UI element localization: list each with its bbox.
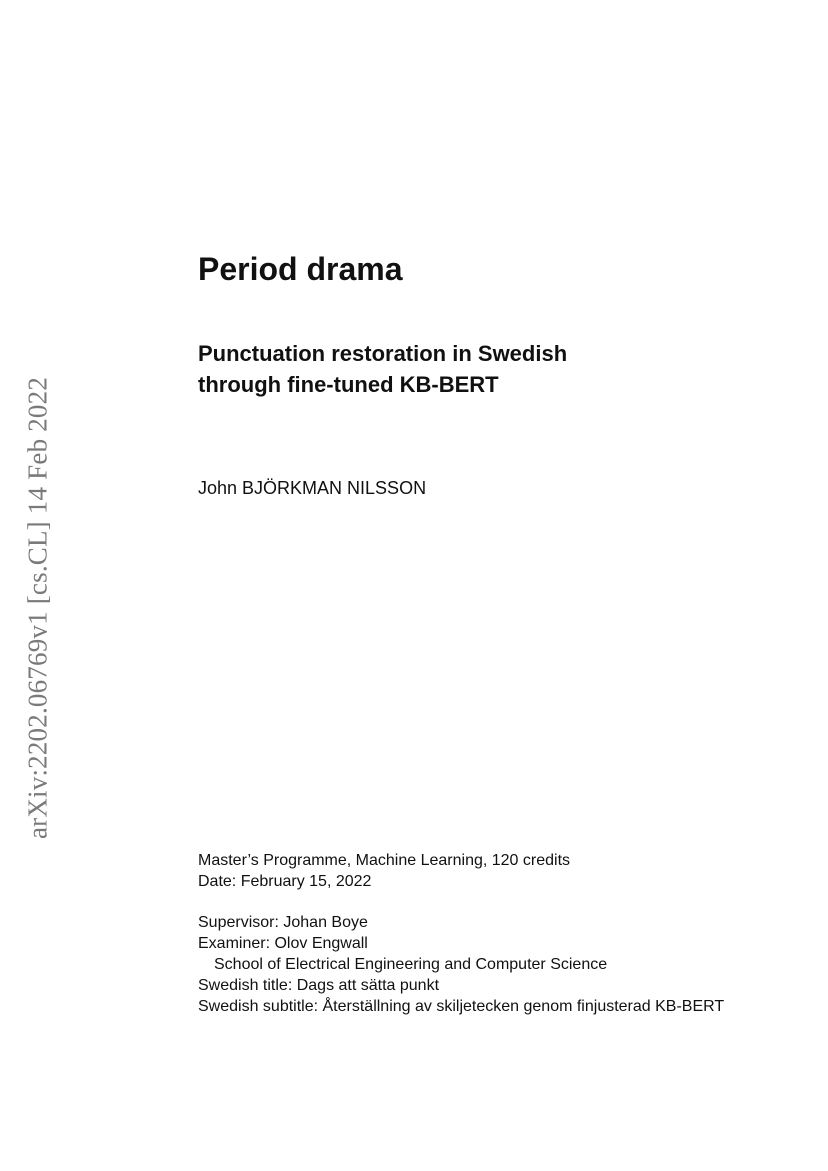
school-line: School of Electrical Engineering and Computer Science [214, 956, 608, 973]
arxiv-identifier-stamp: arXiv:2202.06769v1 [cs.CL] 14 Feb 2022 [22, 376, 53, 840]
swedish-title-line: Swedish title: Dags att sätta punkt [198, 977, 440, 994]
swedish-subtitle-line: Swedish subtitle: Återställning av skiljetecken genom finjusterad KB-BERT [198, 998, 725, 1015]
thesis-subtitle [198, 338, 758, 400]
subtitle-line-2: through fine-tuned KB-BERT [198, 372, 499, 397]
thesis-metadata [198, 850, 758, 1017]
programme-line: Master’s Programme, Machine Learning, 120 credits [198, 852, 571, 869]
thesis-title: Period drama [198, 251, 403, 287]
metadata-spacer [198, 892, 758, 912]
examiner-line: Examiner: Olov Engwall [198, 935, 368, 952]
supervisor-line: Supervisor: Johan Boye [198, 914, 368, 931]
date-line: Date: February 15, 2022 [198, 873, 372, 890]
subtitle-line-1: Punctuation restoration in Swedish [198, 341, 568, 366]
author-name: John BJÖRKMAN NILSSON [198, 478, 427, 498]
